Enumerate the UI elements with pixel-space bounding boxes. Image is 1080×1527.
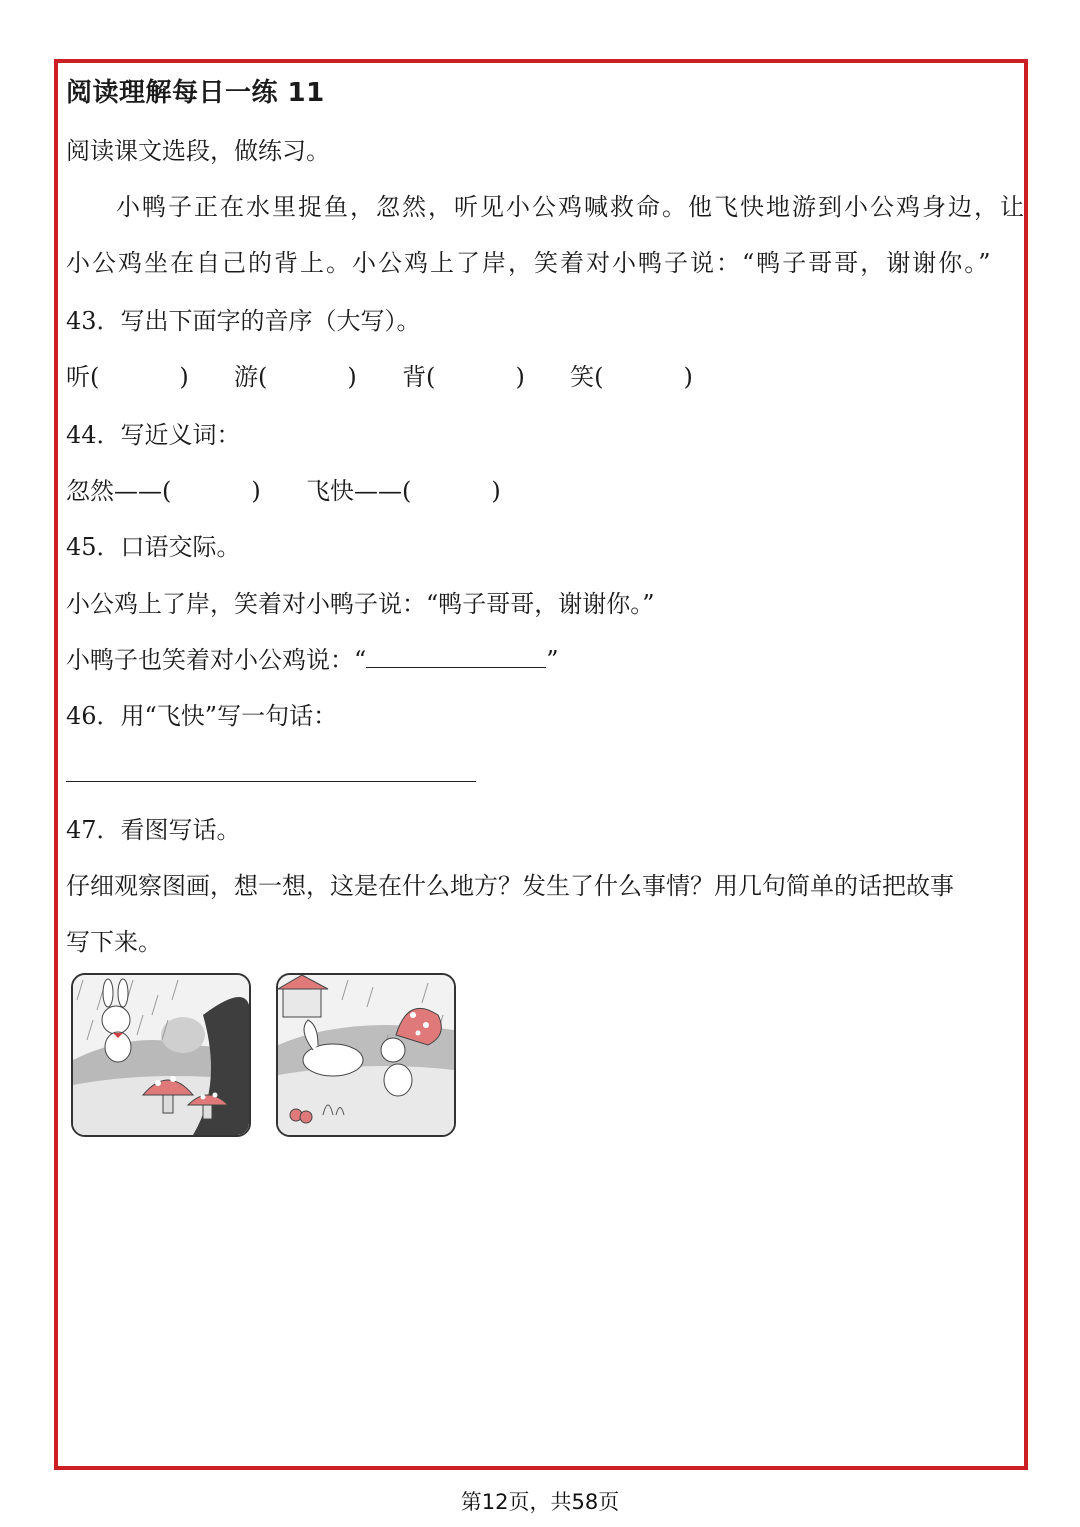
page-title: 阅读理解每日一练 11 <box>66 78 325 108</box>
question-44-answers <box>66 476 501 506</box>
instruction-text: 阅读课文选段，做练习。 <box>66 137 330 165</box>
question-43-answers <box>66 362 693 392</box>
answer-item-feikuai: 飞快——( ) <box>306 477 501 505</box>
passage-line-2: 小公鸡坐在自己的背上。小公鸡上了岸，笑着对小鸭子说：“鸭子哥哥，谢谢你。” <box>66 249 993 277</box>
answer-item-bei: 背( ) <box>402 363 525 391</box>
question-46-prompt: 46．用“飞快”写一句话： <box>66 702 338 730</box>
page-footer: 第12页，共58页 <box>460 1490 620 1514</box>
answer-item-you: 游( ) <box>234 363 357 391</box>
question-47-line-2: 写下来。 <box>66 928 162 956</box>
illustration-rabbit-mushroom <box>71 973 251 1137</box>
question-45-prompt: 45．口语交际。 <box>66 533 241 561</box>
question-45-line-1: 小公鸡上了岸，笑着对小鸭子说：“鸭子哥哥，谢谢你。” <box>66 590 655 618</box>
answer-line[interactable] <box>66 781 476 782</box>
question-44-prompt: 44．写近义词： <box>66 421 241 449</box>
question-47-prompt: 47．看图写话。 <box>66 816 241 844</box>
illustration-rabbit-umbrella <box>276 973 456 1137</box>
answer-item-ting: 听( ) <box>66 363 189 391</box>
answer-blank[interactable] <box>366 645 546 668</box>
answer-item-xiao: 笑( ) <box>570 363 693 391</box>
passage-line-1: 小鸭子正在水里捉鱼，忽然，听见小公鸡喊救命。他飞快地游到小公鸡身边，让 <box>116 193 1026 221</box>
question-47-line-1: 仔细观察图画，想一想，这是在什么地方？发生了什么事情？用几句简单的话把故事 <box>66 872 954 900</box>
question-45-line-2: 小鸭子也笑着对小公鸡说：“ ” <box>66 646 559 674</box>
question-43-prompt: 43．写出下面字的音序（大写）。 <box>66 307 421 335</box>
answer-item-huran: 忽然——( ) <box>66 477 261 505</box>
